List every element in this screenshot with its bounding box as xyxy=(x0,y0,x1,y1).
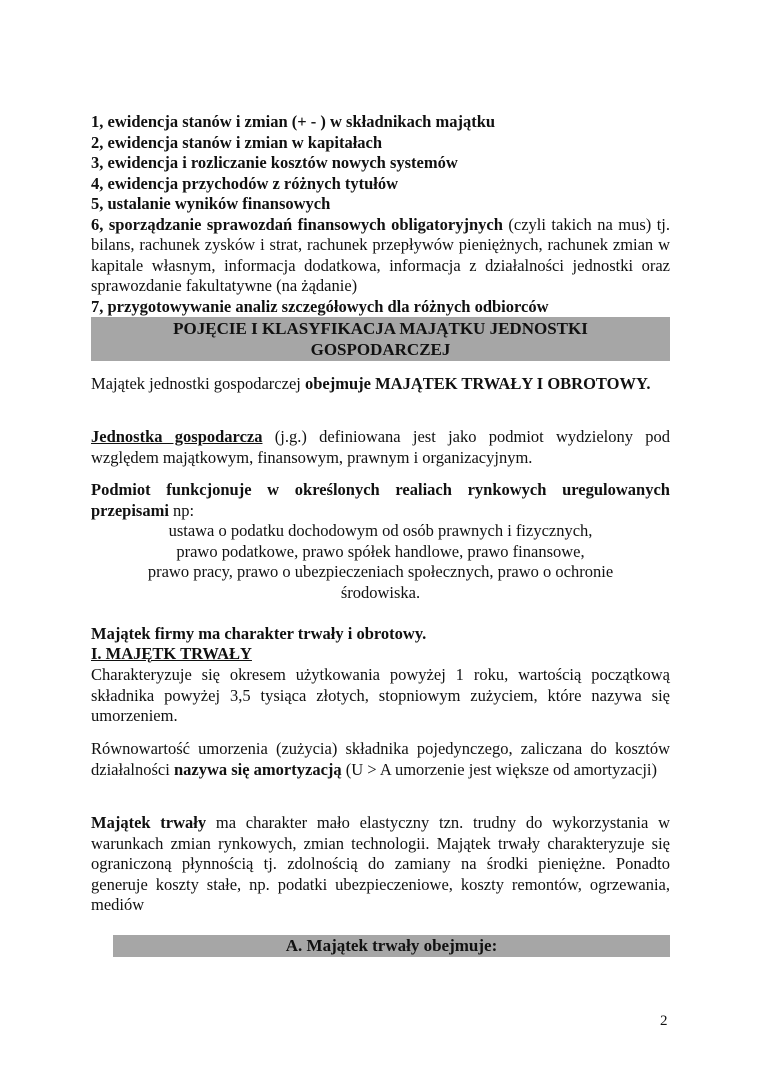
regulation-line: środowiska. xyxy=(340,582,421,602)
p6-a: Równowartość umorzenia (zużycia) składnika pojedynczego, zaliczana do kosztów działalności xyxy=(91,739,670,779)
p7-rest: ma charakter mało elastyczny tzn. trudny do wykorzystania w warunkach zmian rynkowych, zmian technologii. Majątek trwały charakteryzuje się ograniczoną płynnością tj. zdolnością do zamiany na środki pieniężne. Ponadto generuje koszty stałe, np. podatki ubezpieczeniowe, koszty remontów, ogrzewania, mediów xyxy=(91,813,670,914)
item6-bold: 6, sporządzanie sprawozdań finansowych obligatoryjnych xyxy=(91,214,503,234)
paragraph-regulations xyxy=(91,480,670,521)
item6-rest: (czyli takich na mus) tj. bilans, rachunek zysków i strat, rachunek przepływów pieniężnych, rachunek zmian w kapitale własnym, informacja dodatkowa, informacja z działalności jednostki oraz sprawozdanie fakultatywne (na żądanie) xyxy=(91,214,670,295)
p1-bold: obejmuje MAJĄTEK TRWAŁY I OBROTOWY. xyxy=(304,374,651,393)
list-item: 2, ewidencja stanów i zmian w kapitałach xyxy=(91,132,383,152)
p7-bold: Majątek trwały xyxy=(91,813,207,832)
section-title-line2: GOSPODARCZEJ xyxy=(310,340,451,359)
regulations-list xyxy=(91,521,670,603)
p3-bold: Podmiot funkcjonuje w określonych realiach rynkowych uregulowanych przepisami xyxy=(91,480,670,520)
paragraph-assets-intro xyxy=(91,374,670,395)
section-title-band xyxy=(91,317,670,361)
paragraph-depreciation xyxy=(91,739,670,780)
p6-bold: nazywa się amortyzacją xyxy=(173,759,342,779)
heading-fixed-assets: I. MAJĘTK TRWAŁY xyxy=(91,644,252,663)
section-title-fixed-assets-includes: A. Majątek trwały obejmuje: xyxy=(113,935,670,957)
list-item: 4, ewidencja przychodów z różnych tytułów xyxy=(91,173,399,193)
p3-rest: np: xyxy=(168,500,195,520)
p6-b: (U > A umorzenie jest większe od amortyzacji) xyxy=(341,759,658,779)
duties-list xyxy=(91,112,670,317)
list-item-7: 7, przygotowywanie analiz szczegółowych dla różnych odbiorców xyxy=(91,296,549,316)
list-item: 1, ewidencja stanów i zmian (+ - ) w składnikach majątku xyxy=(91,112,496,131)
page-number: 2 xyxy=(660,1013,668,1029)
list-item-6 xyxy=(91,215,670,297)
regulation-line: ustawa o podatku dochodowym od osób prawnych i fizycznych, xyxy=(168,521,593,540)
paragraph-fixed-assets-elasticity xyxy=(91,813,670,916)
regulation-line: prawo pracy, prawo o ubezpieczeniach społecznych, prawo o ochronie xyxy=(147,562,614,581)
paragraph-entity-definition xyxy=(91,427,670,468)
section-title-line1: POJĘCIE I KLASYFIKACJA MAJĄTKU JEDNOSTKI xyxy=(173,319,588,338)
list-item: 3, ewidencja i rozliczanie kosztów nowych systemów xyxy=(91,153,458,172)
p1-normal: Majątek jednostki gospodarczej xyxy=(91,374,305,393)
paragraph-assets-character: Majątek firmy ma charakter trwały i obrotowy. xyxy=(91,624,427,643)
regulation-line: prawo podatkowe, prawo spółek handlowe, prawo finansowe, xyxy=(176,541,585,561)
list-item: 5, ustalanie wyników finansowych xyxy=(91,194,331,213)
entity-term: Jednostka gospodarcza xyxy=(91,427,263,446)
paragraph-fixed-assets-characteristics: Charakteryzuje się okresem użytkowania powyżej 1 roku, wartością początkową składnika powyżej 3,5 tysiąca złotych, stopniowym zużyciem, które nazywa się umorzeniem. xyxy=(91,665,670,725)
p2-rest: (j.g.) definiowana jest jako podmiot wydzielony pod względem majątkowym, finansowym, prawnym i organizacyjnym. xyxy=(91,427,670,467)
